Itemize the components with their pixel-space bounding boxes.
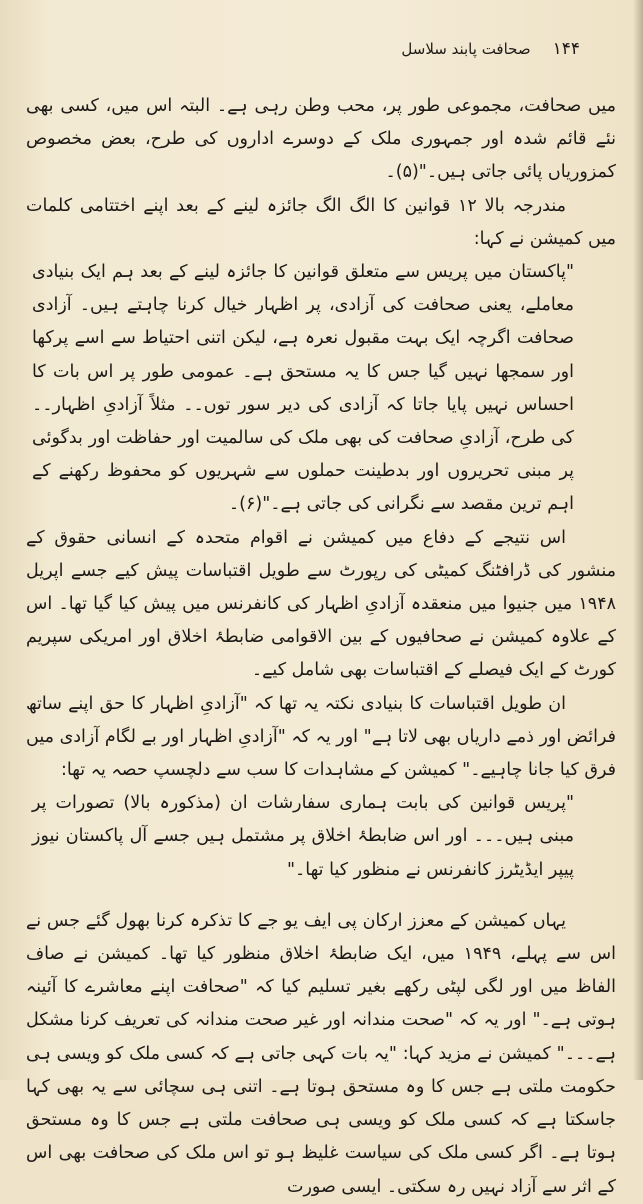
paragraph-quotes-core-point: ان طویل اقتباسات کا بنیادی نکتہ یہ تھا کہ "آزادیِ اظہار کا حق اپنے ساتھ فرائض اور ذمے داریاں بھی لاتا ہے" اور یہ کہ "آزادیِ اظہار اور بے لگام آزادی میں فرق کیا جانا چاہیے۔" کمیشن کے مشاہدات کا سب سے دلچسپ حصہ یہ تھا: — [26, 693, 616, 781]
paragraph-intro-commission-remarks: مندرجہ بالا ۱۲ قوانین کا الگ الگ جائزہ لینے کے بعد اپنے اختتامی کلمات میں کمیشن نے کہا: — [26, 195, 616, 249]
paragraph-gap — [26, 887, 616, 905]
page-header — [400, 34, 580, 64]
paragraph-pfuj: یہاں کمیشن کے معزز ارکان پی ایف یو جے کا تذکرہ کرنا بھول گئے جس نے اس سے پہلے، ۱۹۴۹ میں، ایک ضابطۂ اخلاق منظور کیا تھا۔ کمیشن نے صاف الفاظ میں اور لگی لپٹی رکھے بغیر تسلیم کیا کہ "صحافت اپنے معاشرے کا آئینہ ہوتی ہے۔" اور یہ کہ "صحت مندانہ اور غیر صحت مندانہ کی تعریف کرنا مشکل ہے۔۔۔" کمیشن نے مزید کہا: "یہ بات کہی جاتی ہے کہ کسی ملک کو ویسی ہی حکومت ملتی ہے جس کا وہ مستحق ہوتا ہے۔ اتنی ہی سچائی سے یہ بھی کہا جاسکتا ہے کہ کسی ملک کو ویسی ہی صحافت ملتی ہے جس کا وہ مستحق ہوتا ہے۔ اگر کسی ملک کی سیاست غلیظ ہو تو اس ملک کی صحافت بھی اس کے اثر سے آزاد نہیں رہ سکتی۔ ایسی صورت — [26, 910, 616, 1197]
paragraph-un-charter: اس نتیجے کے دفاع میں کمیشن نے اقوام متحدہ کے انسانی حقوق کے منشور کی ڈرافٹنگ کمیٹی کی رپورٹ سے طویل اقتباسات پیش کیے جسے اپریل ۱۹۴۸ میں جنیوا میں منعقدہ آزادیِ اظہار کی کانفرنس میں پیش کیا گیا تھا۔ اس کے علاوہ کمیشن نے صحافیوں کے بین الاقوامی ضابطۂ اخلاق اور امریکی سپریم کورٹ کے ایک فیصلے کے اقتباسات بھی شامل کیے۔ — [26, 527, 616, 681]
quote-press-laws: "پریس قوانین کی بابت ہماری سفارشات ان (مذکورہ بالا) تصورات پر مبنی ہیں۔۔۔ اور اس ضابطۂ اخلاق پر مشتمل ہیں جسے آل پاکستان نیوز پیپر ایڈیٹرز کانفرنس نے منظور کیا تھا۔" — [32, 793, 574, 880]
quote-press-freedom: "پاکستان میں پریس سے متعلق قوانین کا جائزہ لینے کے بعد ہم ایک بنیادی معاملے، یعنی صحافت کی آزادی، پر اظہار خیال کرنا چاہتے ہیں۔ آزادی صحافت اگرچہ ایک بہت مقبول نعرہ ہے، لیکن اتنی احتیاط سے اسے پرکھا اور سمجھا نہیں گیا جس کا یہ مستحق ہے۔ عمومی طور پر اس بات کا احساس نہیں پایا جاتا کہ آزادی کی دیر سور توں۔۔ مثلاً آزادیِ اظہار۔۔ کی طرح، آزادیِ صحافت کی بھی ملک کی سالمیت اور حفاظت اور بدگوئی پر مبنی تحریروں اور بدطینت حملوں سے شہریوں کو محفوظ رکھنے کے اہم ترین مقصد سے نگرانی کی جاتی ہے۔"(۶)۔ — [32, 262, 574, 515]
running-title: صحافت پابند سلاسل — [401, 40, 531, 58]
body-text — [26, 90, 616, 1204]
paragraph-continuation: میں صحافت، مجموعی طور پر، محب وطن رہی ہے۔ البتہ اس میں، کسی بھی نئے قائم شدہ اور جمہوری ملک کے دوسرے اداروں کی طرح، بعض مخصوص کمزوریاں پائی جاتی ہیں۔"(۵)۔ — [26, 96, 616, 183]
page-number: ۱۴۴ — [552, 39, 580, 59]
